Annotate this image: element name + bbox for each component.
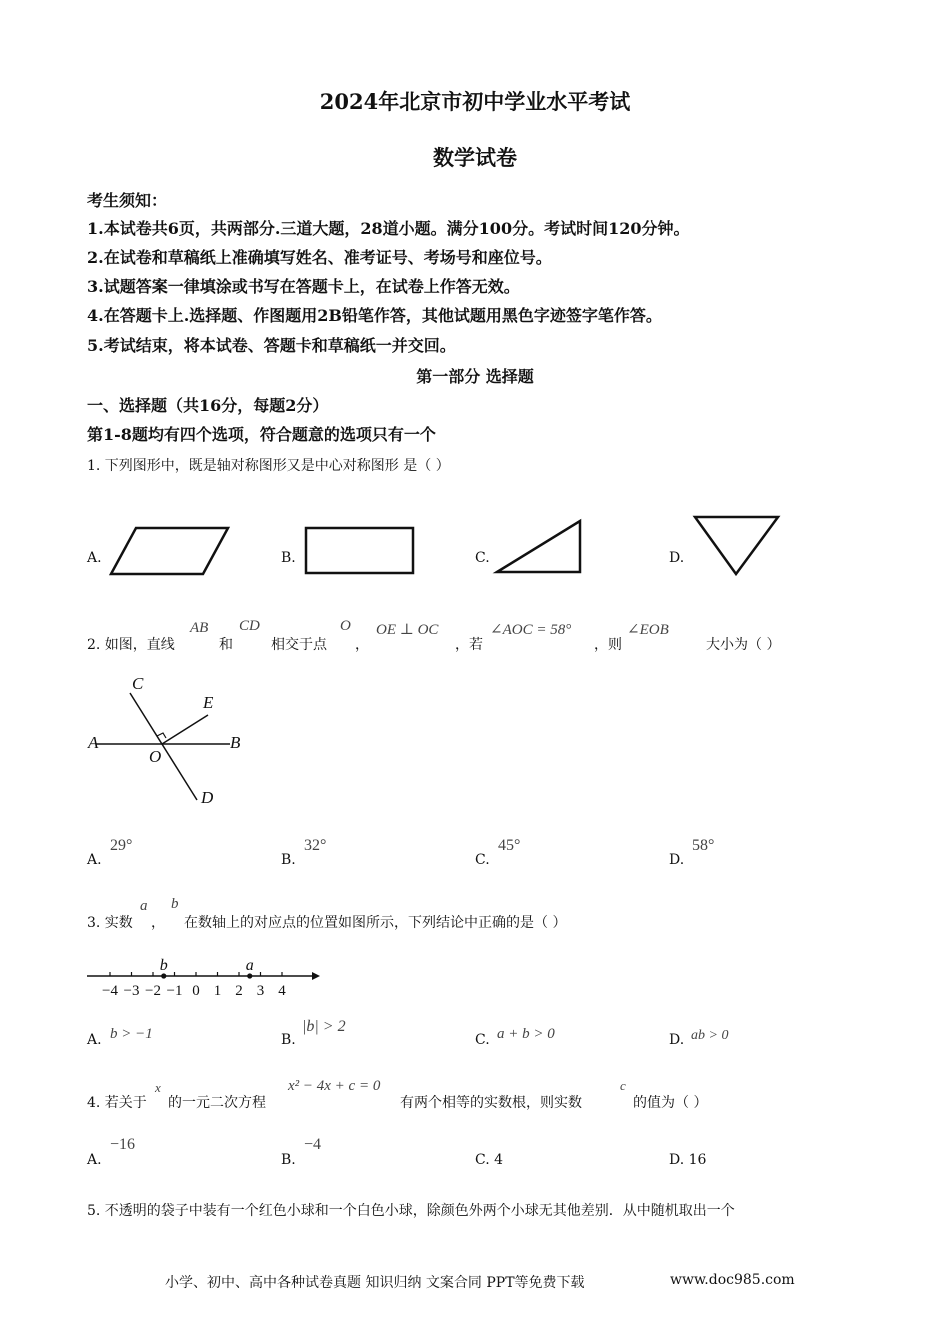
question-5-text: 5. 不透明的袋子中装有一个红色小球和一个白色小球，除颜色外两个小球无其他差别．从中随机取出一个	[87, 1203, 735, 1219]
notice-item-1: 1.本试卷共6页，共两部分.三道大题，28道小题。满分100分。考试时间120分钟。	[87, 219, 690, 238]
q4-suffix: 的值为（ ）	[633, 1095, 708, 1111]
q4-option-d: D. 16	[669, 1152, 707, 1168]
q4-option-b-value: −4	[304, 1136, 322, 1153]
q3-var-a: a	[140, 898, 148, 914]
tick-label: −3	[123, 983, 140, 999]
q4-mid2: 有两个相等的实数根，则实数	[400, 1095, 582, 1111]
q4-equation: x² − 4x + c = 0	[288, 1078, 381, 1094]
tick-label: −4	[102, 983, 118, 999]
q3-option-a-value: b > −1	[110, 1026, 153, 1042]
tick-label: 1	[213, 983, 222, 999]
footer-url[interactable]: www.doc985.com	[670, 1272, 795, 1288]
q3-suffix: 在数轴上的对应点的位置如图所示，下列结论中正确的是（ ）	[184, 915, 567, 931]
fig-label-e: E	[203, 693, 214, 712]
q4-option-c: C. 4	[475, 1152, 504, 1168]
q4-mid: 的一元二次方程	[168, 1095, 266, 1111]
tick-label: 4	[278, 983, 286, 999]
tick-label: 0	[192, 983, 200, 999]
question-2-prefix: 2. 如图，直线	[87, 637, 175, 653]
fig-label-a: A	[88, 733, 99, 752]
q3-option-a-label: A.	[87, 1032, 102, 1048]
point-b-label: b	[159, 957, 168, 974]
q2-comma-2: ，若	[455, 637, 483, 653]
q2-option-d-value: 58°	[692, 837, 715, 854]
q1-option-a-label: A.	[87, 550, 102, 566]
section-heading: 一、选择题（共16分，每题2分）	[87, 396, 329, 415]
q3-option-d-label: D.	[669, 1032, 685, 1048]
q4-var-c: c	[620, 1078, 626, 1093]
q1-option-c-label: C.	[475, 550, 490, 566]
notice-item-3: 3.试题答案一律填涂或书写在答题卡上，在试卷上作答无效。	[87, 277, 520, 296]
q2-option-a-value: 29°	[110, 837, 133, 854]
fig-label-o: O	[149, 747, 162, 766]
footer-text: 小学、初中、高中各种试卷真题 知识归纳 文案合同 PPT等免费下载	[165, 1275, 585, 1291]
q2-option-d-label: D.	[669, 852, 685, 868]
q2-angle-aoc: ∠AOC = 58°	[490, 622, 572, 638]
section-instruction: 第1-8题均有四个选项，符合题意的选项只有一个	[87, 425, 436, 444]
q2-suffix: 大小为（ ）	[706, 637, 781, 653]
q1-option-b-label: B.	[281, 550, 296, 566]
q3-option-b-label: B.	[281, 1032, 296, 1048]
q2-and: 和	[219, 637, 233, 653]
tick-label: 3	[256, 983, 265, 999]
q2-comma-3: ，则	[594, 637, 622, 653]
q3-var-b: b	[171, 896, 179, 912]
question-3-prefix: 3. 实数	[87, 915, 133, 931]
notice-item-2: 2.在试卷和草稿纸上准确填写姓名、准考证号、考场号和座位号。	[87, 248, 552, 267]
q2-perpendicular: OE ⊥ OC	[376, 622, 439, 638]
tick-label: −2	[145, 983, 161, 999]
q2-line-cd: CD	[239, 618, 260, 634]
tick-label: 2	[235, 983, 243, 999]
notice-item-5: 5.考试结束，将本试卷、答题卡和草稿纸一并交回。	[87, 336, 456, 355]
q2-option-b-value: 32°	[304, 837, 327, 854]
question-4-prefix: 4. 若关于	[87, 1095, 147, 1111]
q2-option-b-label: B.	[281, 852, 296, 868]
question-1-text: 1. 下列图形中，既是轴对称图形又是中心对称图形 是（ ）	[87, 458, 450, 474]
point-a-dot	[247, 973, 252, 978]
q3-option-d-value: ab > 0	[691, 1028, 729, 1043]
fig-label-d: D	[201, 788, 214, 807]
q2-comma-1: ，	[355, 637, 369, 653]
q2-option-c-value: 45°	[498, 837, 521, 854]
page-subtitle: 数学试卷	[433, 145, 517, 170]
page-title: 2024年北京市初中学业水平考试	[319, 89, 631, 114]
q4-option-a-label: A.	[87, 1152, 102, 1168]
q3-option-b-value: |b| > 2	[302, 1018, 346, 1035]
q2-point-o: O	[340, 618, 351, 634]
q3-comma: ，	[151, 915, 165, 931]
notice-heading: 考生须知：	[87, 191, 168, 210]
q2-option-c-label: C.	[475, 852, 490, 868]
fig-label-b: B	[230, 733, 241, 752]
number-line-arrow	[312, 972, 320, 980]
fig-label-c: C	[132, 674, 144, 693]
q4-var-x: x	[155, 1080, 161, 1095]
q2-angle-eob: ∠EOB	[627, 622, 669, 638]
q2-option-a-label: A.	[87, 852, 102, 868]
q2-line-ab: AB	[190, 620, 209, 636]
q4-option-a-value: −16	[110, 1136, 136, 1153]
point-b-dot	[161, 973, 166, 978]
tick-label: −1	[166, 983, 183, 999]
q2-intersect-text: 相交于点	[271, 637, 327, 653]
q1-option-d-label: D.	[669, 550, 685, 566]
q4-option-b-label: B.	[281, 1152, 296, 1168]
point-a-label: a	[245, 957, 254, 974]
q3-option-c-value: a + b > 0	[497, 1026, 555, 1042]
part-title: 第一部分 选择题	[416, 367, 534, 386]
notice-item-4: 4.在答题卡上.选择题、作图题用2B铅笔作答，其他试题用黑色字迹签字笔作答。	[87, 306, 662, 325]
q3-option-c-label: C.	[475, 1032, 490, 1048]
